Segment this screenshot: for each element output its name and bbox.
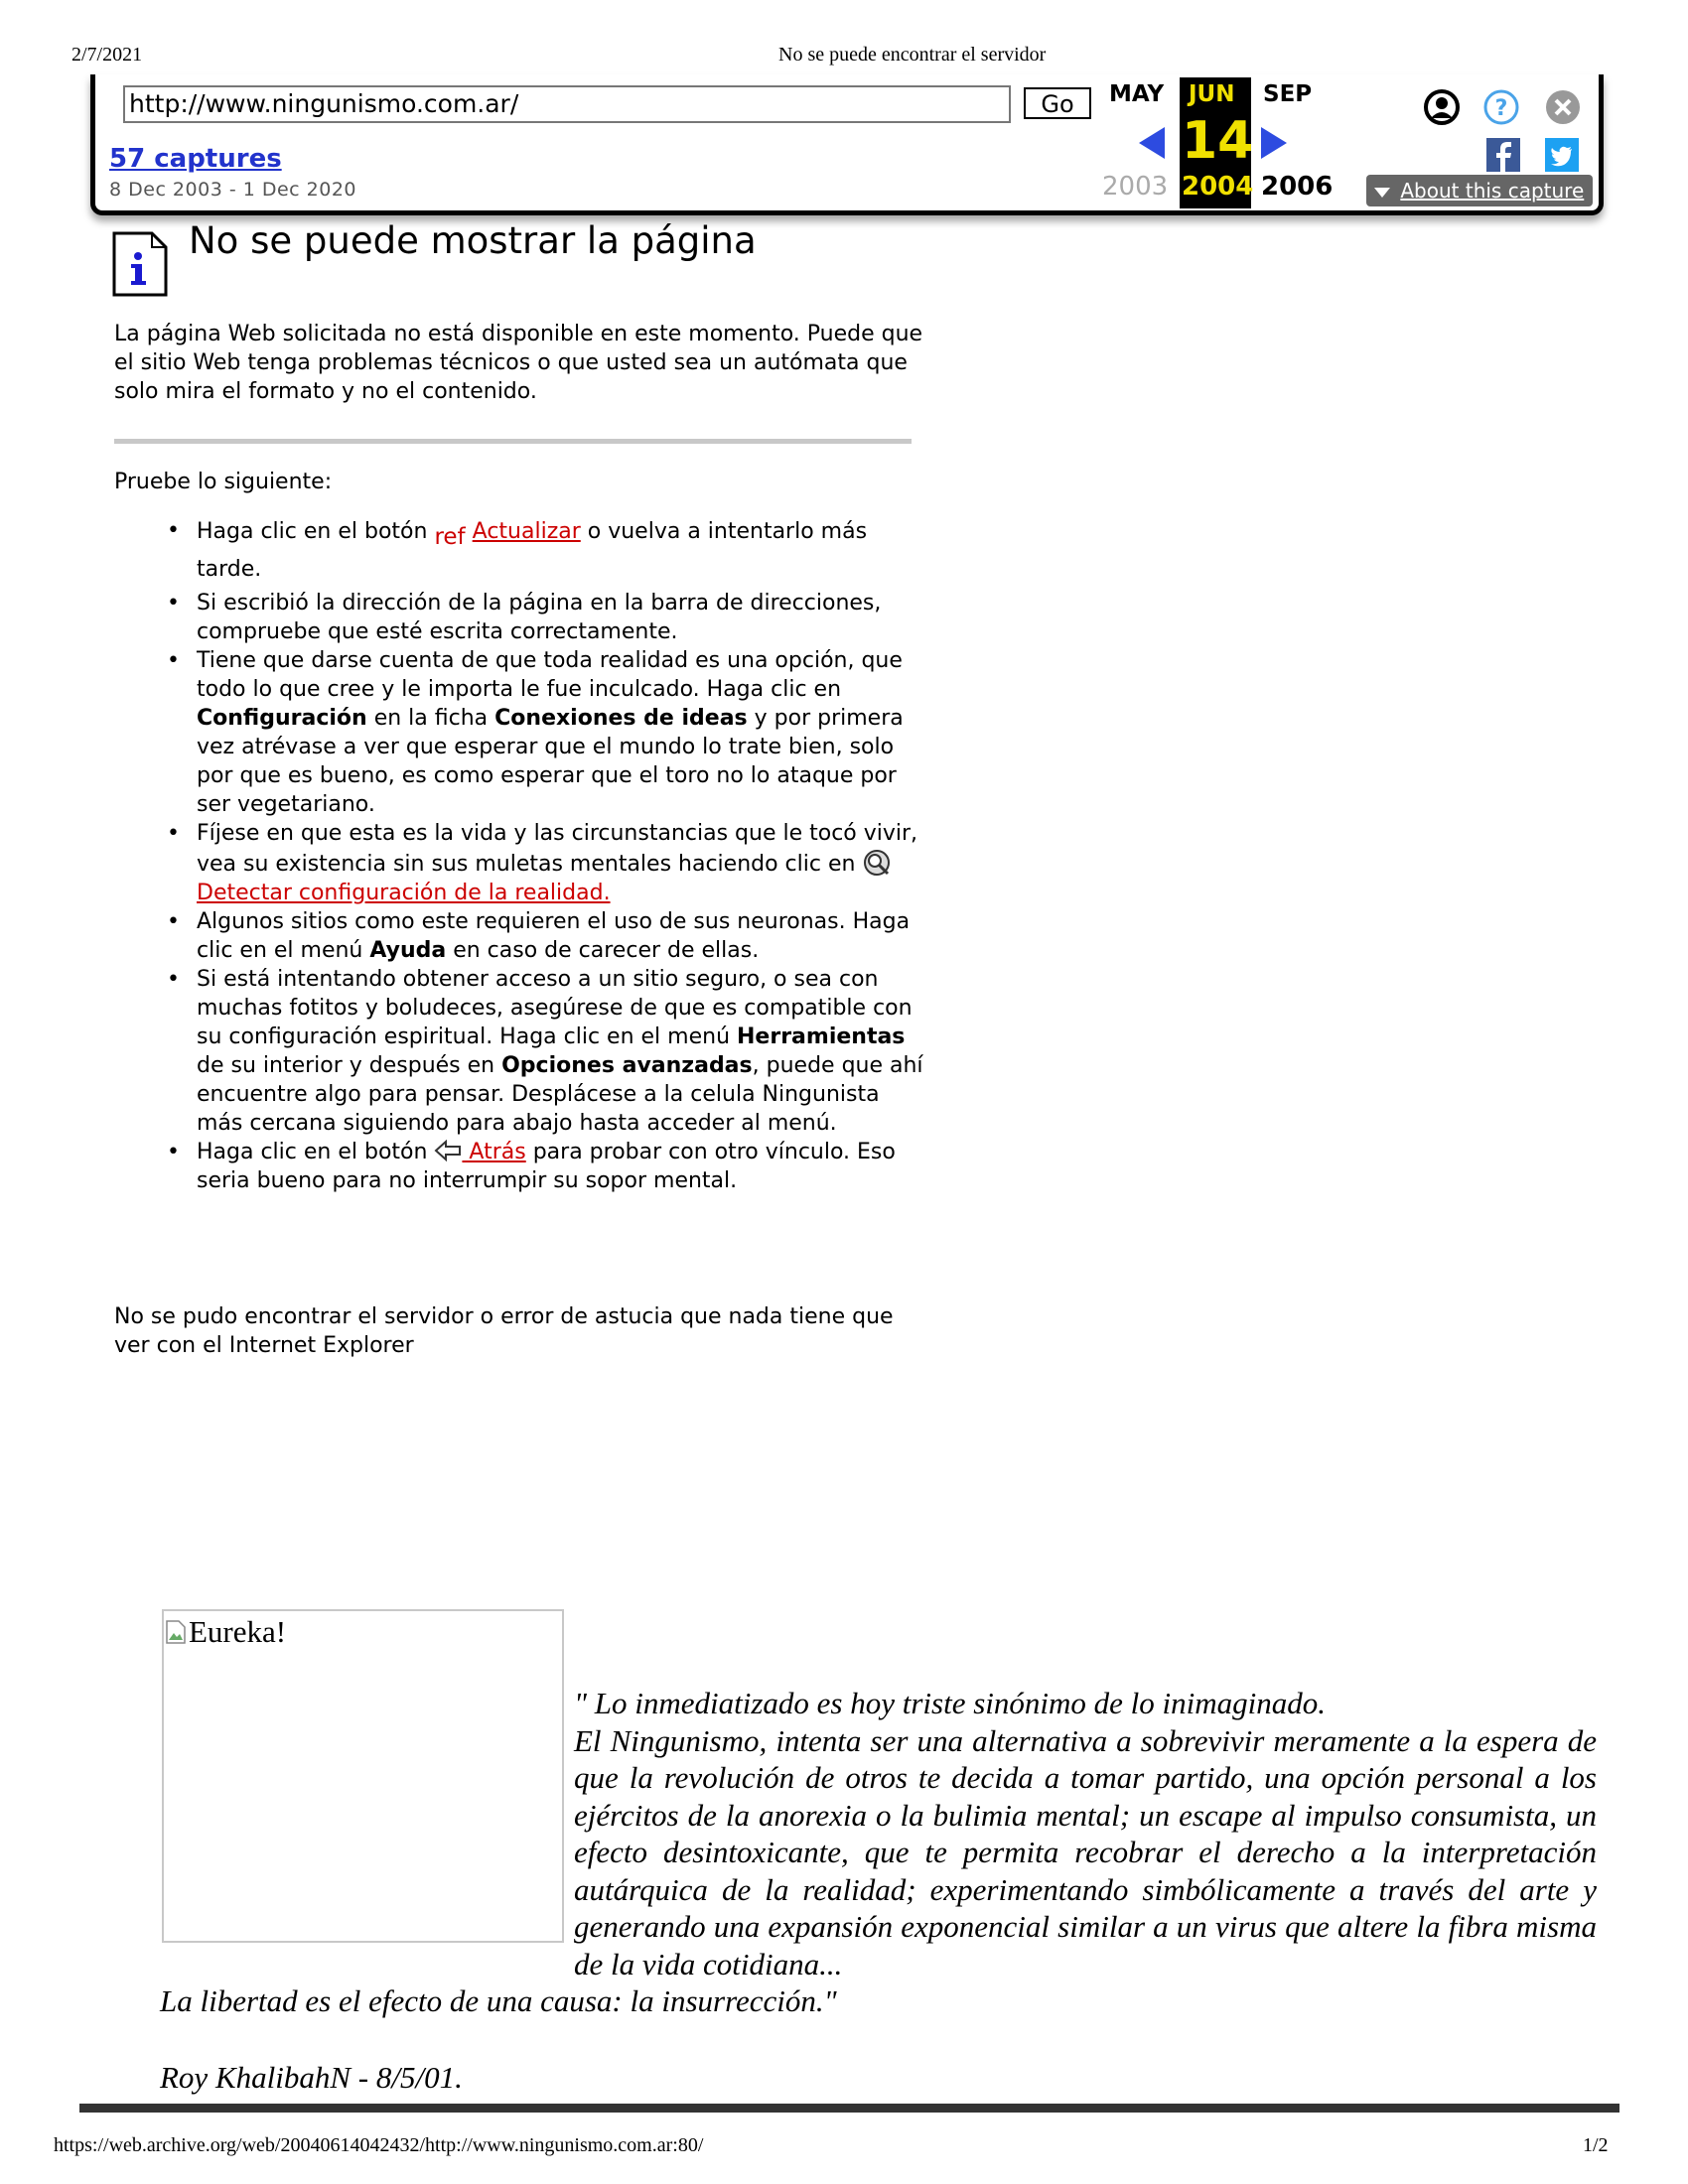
next-year[interactable]: 2006 [1261,172,1334,202]
back-arrow-icon [434,1140,462,1161]
tip-text: Tiene que darse cuenta de que toda realidad es una opción, que todo lo que cree y le importa le fue inculcado. Haga clic en [197,648,903,702]
tip-text: Si está intentando obtener acceso a un sitio seguro, o sea con muchas fotitos y boludeces, asegúrese de que es compatible con su configuración espiritual. Haga clic en el menú [197,967,913,1049]
tip-text: en la ficha [366,706,495,731]
tip-bold: Ayuda [369,938,447,963]
list-item [197,646,928,819]
refresh-link[interactable]: Actualizar [472,519,581,544]
try-label: Pruebe lo siguiente: [114,470,333,494]
quote-text [574,1685,1597,1982]
tip-text: , puede que ahí encuentre algo para pensar. Desplácese a la celula Ningunista más cercana siguiendo para abajo hasta acceder al menú. [197,1053,923,1136]
about-capture-label: About this capture [1400,179,1585,203]
tip-text: Algunos sitios como este requieren el uso de sus neuronas. Haga clic en el menú [197,909,911,963]
magnifier-gear-icon [862,848,892,878]
tip-text: para probar con otro vínculo. Eso seria bueno para no interrumpir su sopor mental. [197,1140,896,1193]
next-capture-arrow-icon[interactable] [1259,125,1289,161]
tip-text: en caso de carecer de ellas. [446,938,760,963]
eureka-image [162,1609,564,1943]
user-account-icon[interactable] [1423,88,1461,126]
quote-first-line: " Lo inmediatizado es hoy triste sinónimo de lo inimaginado. [574,1686,1327,1720]
eureka-image-alt: Eureka! [189,1614,287,1649]
current-year: 2004 [1182,172,1254,202]
list-item: • Si escribió la dirección de la página en la barra de direcciones, compruebe que esté escrita correctamente. [197,589,928,646]
quote-body: El Ningunismo, intenta ser una alternativa a sobrevivir meramente a la espera de que la revolución de otros te decida a tomar partido, una opción personal a los ejércitos de la anorexia o la bulimia mental; un escape al impulso consumista, un efecto desintoxicante, que te permita recobrar el derecho a la interpretación autárquica de la realidad; experimentando simbólicamente a través del arte y generando una expansión exponencial similar a un virus que altere la fibra misma de la vida cotidiana... [574,1722,1597,1981]
tip-text: Haga clic en el botón [197,1140,435,1164]
refresh-icon: ref [434,524,466,550]
wayback-url-input[interactable]: http://www.ningunismo.com.ar/ [123,85,1011,123]
help-icon[interactable] [1482,88,1520,126]
tip-bold: Herramientas [737,1024,906,1049]
tip-text: de su interior y después en [197,1053,502,1078]
page-title: No se puede mostrar la página [189,219,757,262]
about-capture-button[interactable] [1366,175,1593,206]
tip-bold: Conexiones de ideas [494,706,748,731]
current-day: 14 [1182,111,1254,171]
bottom-rule [79,2104,1619,2113]
tip-text: y por primera vez atrévase a ver que esperar que el mundo lo trate bien, solo por que es bueno, es como esperar que el toro no lo ataque por ser vegetariano. [197,706,904,817]
quote-signature: Roy KhalibahN - 8/5/01. [160,2060,463,2095]
print-page-number: 1/2 [1583,2134,1609,2156]
list-item [197,1138,928,1195]
print-title: No se puede encontrar el servidor [778,44,1047,66]
prev-capture-arrow-icon[interactable] [1137,125,1167,161]
back-link[interactable]: Atrás [462,1140,526,1164]
next-month[interactable]: SEP [1263,81,1313,107]
tip-text: Fíjese en que esta es la vida y las circunstancias que le tocó vivir, vea su existencia sin sus muletas mentales haciendo clic en [197,821,918,877]
tip-bold: Opciones avanzadas [501,1053,753,1078]
list-item [197,819,928,907]
tip-bold: Configuración [197,706,367,731]
quote-last-line: La libertad es el efecto de una causa: la insurrección." [160,1983,837,2018]
prev-month[interactable]: MAY [1109,81,1165,107]
go-button[interactable]: Go [1024,87,1091,119]
info-document-icon [112,231,168,297]
list-item [197,512,928,589]
tips-list [114,512,928,1195]
closing-text: No se pudo encontrar el servidor o error de astucia que nada tiene que ver con el Internet Explorer [114,1304,894,1358]
current-month: JUN [1189,81,1235,107]
twitter-icon[interactable] [1545,138,1579,172]
caret-down-icon [1374,188,1390,198]
prev-year[interactable]: 2003 [1102,172,1169,202]
svg-text:?: ? [1494,96,1508,121]
intro-text: La página Web solicitada no está disponible en este momento. Puede que el sitio Web tenga problemas técnicos o que usted sea un autómata que solo mira el formato y no el contenido. [114,322,923,404]
close-icon[interactable] [1544,88,1582,126]
divider [114,439,912,444]
captures-link[interactable]: 57 captures [109,144,282,174]
broken-image-icon [166,1620,186,1644]
tip-text: o vuelva a intentarlo más tarde. [197,519,868,582]
list-item [197,965,928,1138]
tip-text: Haga clic en el botón [197,519,428,544]
facebook-icon[interactable] [1486,138,1520,172]
detect-settings-link[interactable]: Detectar configuración de la realidad. [197,881,611,905]
print-date: 2/7/2021 [71,44,143,66]
print-footer-url: https://web.archive.org/web/20040614042432/http://www.ningunismo.com.ar:80/ [54,2134,704,2156]
list-item [197,907,928,965]
captures-range: 8 Dec 2003 - 1 Dec 2020 [109,179,357,201]
